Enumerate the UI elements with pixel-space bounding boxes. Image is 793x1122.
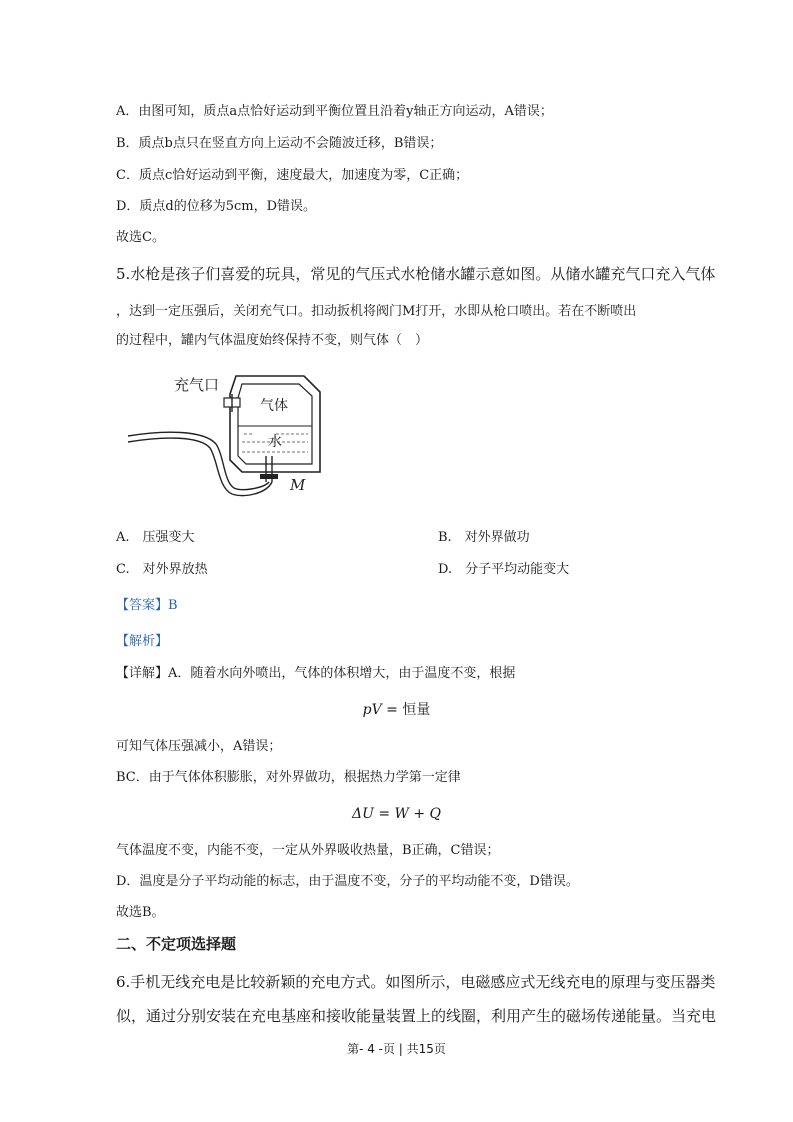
formula-first-law-eq: = <box>373 806 395 822</box>
option-a: A. 压强变大 <box>116 530 195 545</box>
formula-pv-eq: = <box>381 702 403 718</box>
d-line: D．温度是分子平均动能的标志，由于温度不变，分子的平均动能不变，D错误。 <box>116 874 579 889</box>
answer-label: 【答案】B <box>116 598 178 613</box>
gas-label: 气体 <box>260 398 288 414</box>
water-label: 水 <box>268 434 282 450</box>
option-d: D. 分子平均动能变大 <box>438 562 570 577</box>
text-line-choose-c: 故选C。 <box>116 230 165 245</box>
formula-first-law-lhs: ΔU <box>351 806 374 822</box>
question-5-stem-2: ，达到一定压强后，关闭充气口。扣动扳机将阀门M打开，水即从枪口喷出。若在不断喷出 <box>116 304 637 319</box>
question-5-stem-3: 的过程中，罐内气体温度始终保持不变，则气体（ ） <box>116 333 429 348</box>
question-6-stem-2: 似，通过分别安装在充电基座和接收能量装置上的线圈，利用产生的磁场传递能量。当充电 <box>116 1007 717 1025</box>
after-formula-1: 可知气体压强减小，A错误； <box>116 739 282 754</box>
option-b: B. 对外界做功 <box>438 530 530 545</box>
question-6-stem-1: 6.手机无线充电是比较新颖的充电方式。如图所示，电磁感应式无线充电的原理与变压器类 <box>116 973 716 991</box>
choose-b-line: 故选B。 <box>116 905 165 920</box>
page-footer: 第- 4 -页 | 共15页 <box>347 1042 446 1056</box>
formula-pv-rhs: 恒量 <box>402 702 431 718</box>
analysis-label: 【解析】 <box>116 634 169 649</box>
question-5-stem-1: 5.水枪是孩子们喜爱的玩具，常见的气压式水枪储水罐示意如图。从储水罐充气口充入气体 <box>116 265 716 283</box>
formula-pv <box>0 700 793 720</box>
valve-m-label: M <box>290 476 306 494</box>
section-2-title: 二、不定项选择题 <box>116 935 237 953</box>
text-line-c: C．质点c恰好运动到平衡，速度最大，加速度为零，C正确； <box>116 168 469 183</box>
water-tank-figure <box>124 364 334 504</box>
option-c: C. 对外界放热 <box>116 562 208 577</box>
inlet-label: 充气口 <box>174 376 220 394</box>
text-line-a: A．由图可知，质点a点恰好运动到平衡位置且沿着y轴正方向运动，A错误； <box>116 104 553 119</box>
formula-pv-lhs: pV <box>362 702 382 718</box>
detail-line: 【详解】A．随着水向外喷出，气体的体积增大，由于温度不变，根据 <box>116 666 516 681</box>
text-line-d: D．质点d的位移为5cm，D错误。 <box>116 199 317 214</box>
bc-line: BC．由于气体体积膨胀，对外界做功，根据热力学第一定律 <box>116 770 461 785</box>
formula-first-law-rhs: W + Q <box>394 806 442 822</box>
text-line-b: B．质点b点只在竖直方向上运动不会随波迁移，B错误； <box>116 136 443 151</box>
after-formula-2: 气体温度不变，内能不变，一定从外界吸收热量，B正确，C错误； <box>116 843 500 858</box>
formula-first-law <box>0 804 793 824</box>
